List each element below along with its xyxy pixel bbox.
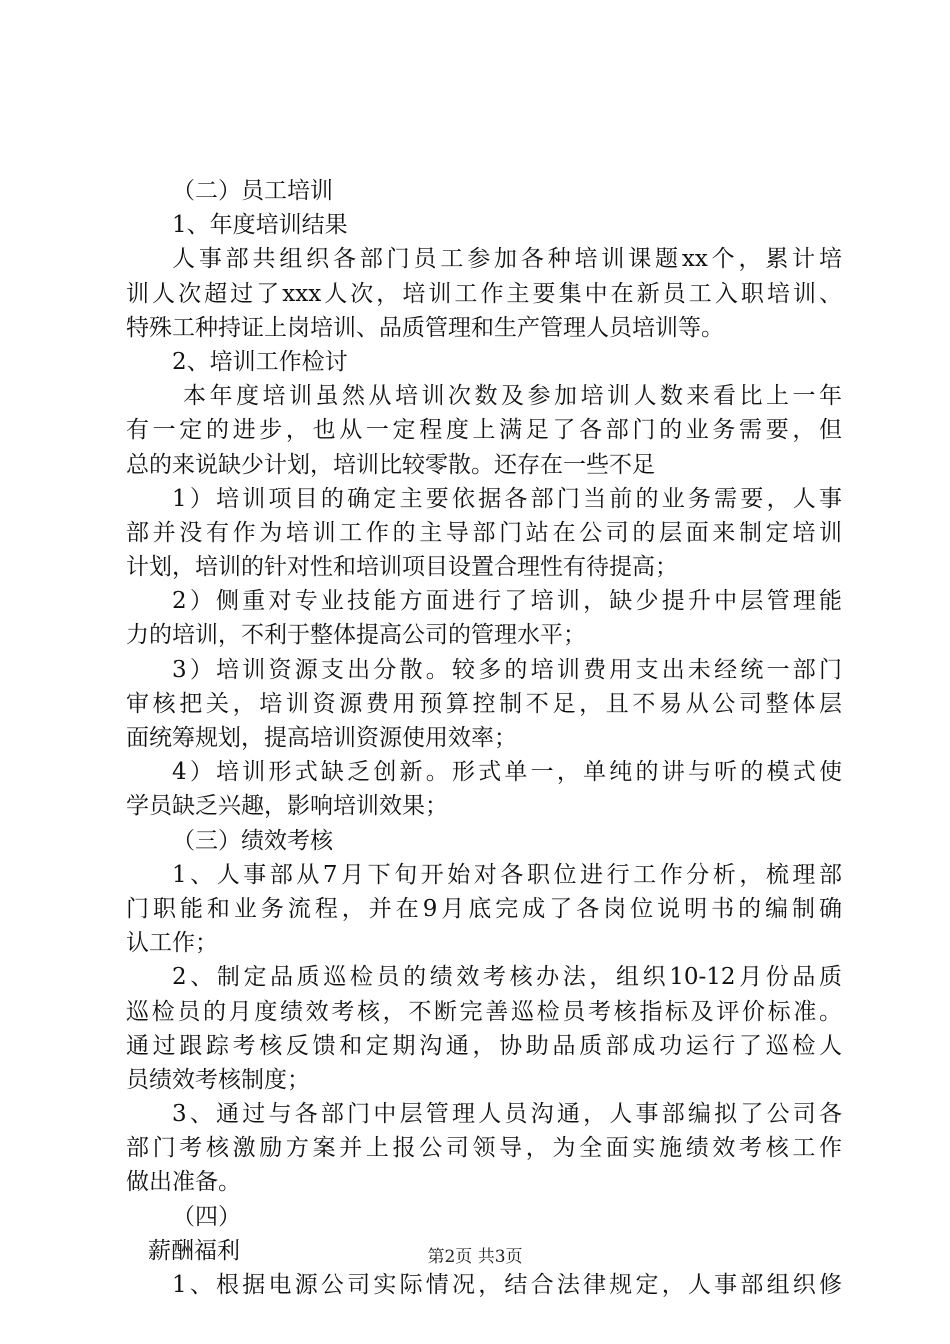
paragraph-line: 训人次超过了xxx人次，培训工作主要集中在新员工入职培训、: [126, 280, 842, 307]
paragraph-line: 门职能和业务流程，并在9月底完成了各岗位说明书的编制确: [126, 895, 842, 922]
paragraph-line: 本年度培训虽然从培训次数及参加培训人数来看比上一年: [183, 383, 842, 410]
document-body: [126, 174, 842, 1302]
paragraph-line: 认工作；: [126, 930, 218, 957]
section-heading: （二）员工培训: [172, 178, 333, 204]
paragraph-line: 面统筹规划，提高培训资源使用效率；: [126, 725, 517, 751]
section-heading: （四）: [172, 1203, 241, 1230]
paragraph-line: 2、制定品质巡检员的绩效考核办法，组织10-12月份品质: [172, 964, 842, 991]
paragraph-line: 1）培训项目的确定主要依据各部门当前的业务需要，人事: [172, 485, 842, 512]
paragraph-line: 审核把关，培训资源费用预算控制不足，且不易从公司整体层: [126, 690, 842, 717]
paragraph-line: 1、人事部从7月下旬开始对各职位进行工作分析，梳理部: [172, 861, 842, 888]
paragraph-line: 人事部共组织各部门员工参加各种培训课题xx个，累计培: [172, 246, 842, 273]
paragraph-line: 部并没有作为培训工作的主导部门站在公司的层面来制定培训: [126, 519, 842, 546]
paragraph-line: 力的培训，不利于整体提高公司的管理水平；: [126, 622, 586, 649]
paragraph-line: 3、通过与各部门中层管理人员沟通，人事部编拟了公司各: [172, 1101, 842, 1128]
subsection-heading: 1、年度培训结果: [172, 212, 348, 239]
paragraph-line: 有一定的进步，也从一定程度上满足了各部门的业务需要，但: [126, 417, 842, 444]
page-number-footer: 第2页 共3页: [427, 1247, 523, 1267]
paragraph-line: 1、根据电源公司实际情况，结合法律规定，人事部组织修: [172, 1272, 842, 1298]
section-heading: （三）绩效考核: [172, 827, 333, 854]
paragraph-line: 学员缺乏兴趣，影响培训效果；: [126, 793, 448, 820]
paragraph-line: 员绩效考核制度；: [126, 1066, 310, 1093]
subsection-heading: 2、培训工作检讨: [172, 348, 348, 375]
paragraph-line: 2）侧重对专业技能方面进行了培训，缺少提升中层管理能: [172, 588, 842, 615]
paragraph-line: 做出准备。: [126, 1169, 241, 1196]
paragraph-line: 巡检员的月度绩效考核，不断完善巡检员考核指标及评价标准。: [126, 998, 842, 1025]
paragraph-line: 3）培训资源支出分散。较多的培训费用支出未经统一部门: [172, 656, 842, 683]
paragraph-line: 通过跟踪考核反馈和定期沟通，协助品质部成功运行了巡检人: [126, 1032, 842, 1059]
paragraph-line: 部门考核激励方案并上报公司领导，为全面实施绩效考核工作: [126, 1135, 842, 1162]
paragraph-line: 4）培训形式缺乏创新。形式单一，单纯的讲与听的模式使: [172, 759, 842, 786]
section-heading: 薪酬福利: [148, 1237, 240, 1264]
paragraph-line: 特殊工种持证上岗培训、品质管理和生产管理人员培训等。: [126, 314, 724, 341]
paragraph-line: 总的来说缺少计划，培训比较零散。还存在一些不足: [126, 451, 655, 478]
paragraph-line: 计划，培训的针对性和培训项目设置合理性有待提高；: [126, 554, 678, 581]
